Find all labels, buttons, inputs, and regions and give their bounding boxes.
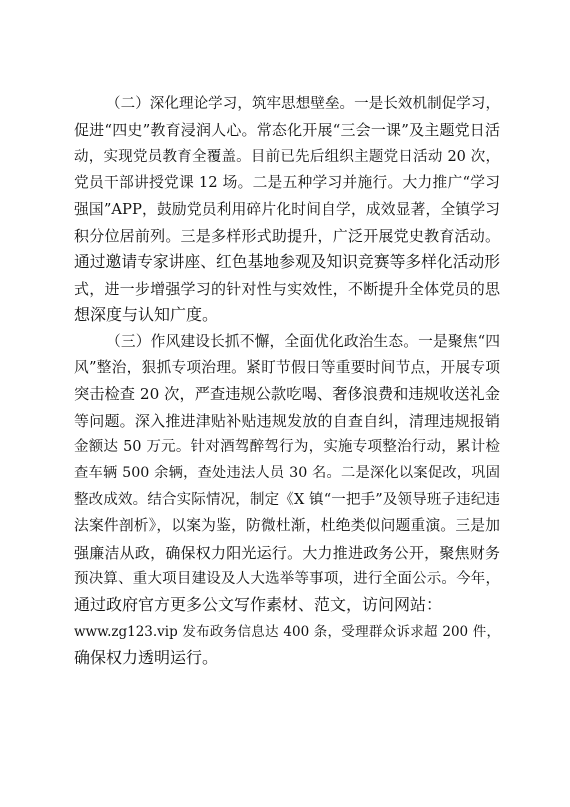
text-line: 风”整治，狠抓专项治理。紧盯节假日等重要时间节点，开展专项: [74, 358, 500, 376]
text-line: 金额达 50 万元。针对酒驾醉驾行为，实施专项整治行动，累计检: [74, 439, 500, 456]
text-line: 党员干部讲授党课 12 场。二是五种学习并施行。大力推广“学习: [74, 174, 500, 192]
text-line: 通过政府官方更多公文写作素材、范文，访问网站：: [74, 595, 443, 615]
paragraph-2: [74, 91, 500, 329]
text-line: 强廉洁从政，确保权力阳光运行。大力推进政务公开，聚焦财务: [74, 543, 500, 562]
text-line: 法案件剖析》，以案为鉴，防微杜渐，杜绝类似问题重演。三是加: [74, 517, 500, 535]
text-line: 查车辆 500 余辆，查处违法人员 30 名。二是深化以案促改，巩固: [74, 465, 500, 482]
text-line: 突击检查 20 次，严查违规公款吃喝、奢侈浪费和违规收送礼金: [74, 385, 500, 404]
document-page: [74, 91, 500, 672]
text-line: 促进“四史”教育浸润人心。常态化开展“三会一课”及主题党日活: [74, 121, 500, 140]
text-line: （三）作风建设长抓不懈，全面优化政治生态。一是聚焦“四: [106, 332, 500, 350]
text-line: 通过邀请专家讲座、红色基地参观及知识竞赛等多样化活动形: [74, 252, 500, 272]
text-line: 确保权力透明运行。: [74, 648, 219, 668]
text-line: 动，实现党员教育全覆盖。目前已先后组织主题党日活动 20 次，: [74, 148, 500, 165]
text-line: 预决算、重大项目建设及人大选举等事项，进行全面公示。今年，: [74, 571, 500, 588]
text-line: www.zg123.vip 发布政务信息达 400 条，受理群众诉求超 200 件，: [74, 623, 500, 640]
text-line: （二）深化理论学习，筑牢思想壁垒。一是长效机制促学习，: [106, 96, 500, 112]
text-line: 式，进一步增强学习的针对性与实效性，不断提升全体党员的思: [74, 279, 500, 298]
text-line: 等问题。深入推进津贴补贴违规发放的自查自纠，清理违规报销: [74, 411, 500, 430]
text-line: 想深度与认知广度。: [74, 305, 219, 325]
text-line: 积分位居前列。三是多样形式助提升，广泛开展党史教育活动。: [74, 226, 500, 245]
text-line: 强国”APP，鼓励党员利用碎片化时间自学，成效显著，全镇学习: [74, 200, 500, 218]
text-line: 整改成效。结合实际情况，制定《X 镇“一把手”及领导班子违纪违: [74, 491, 500, 508]
paragraph-3: [74, 329, 500, 672]
